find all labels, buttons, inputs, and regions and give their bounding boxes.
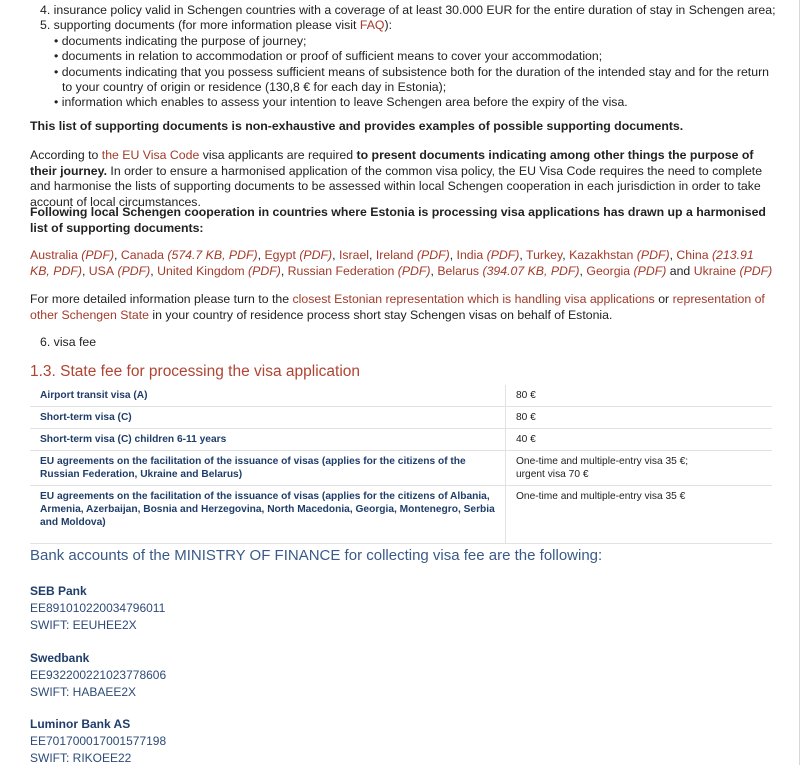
country-document-link[interactable]: United Kingdom	[157, 263, 245, 278]
sublist-item: • documents indicating the purpose of journey;	[54, 33, 307, 48]
fee-line: urgent visa 70 €	[516, 469, 589, 480]
sublist-item: • documents indicating that you possess sufficient means of subsistence both for the duration of the intended stay and for the return to your country of origin or residence (130,8 € for each day in Estonia);	[54, 64, 769, 95]
non-exhaustive-note: This list of supporting documents is non-exhaustive and provides examples of possible supporting documents.	[30, 119, 684, 133]
fee-line: One-time and multiple-entry visa 35 €;	[516, 456, 689, 467]
estonian-representation-link[interactable]: closest Estonian representation which is handling visa applications	[292, 292, 655, 306]
bank-name: Swedbank	[30, 651, 90, 665]
table-row	[30, 486, 772, 544]
country-document-link[interactable]: Georgia	[586, 263, 631, 278]
fee-table	[30, 385, 772, 544]
fee-cell: 40 €	[506, 429, 773, 451]
document-meta: (PDF)	[413, 248, 450, 262]
visa-type-cell: Short-term visa (C) children 6-11 years	[30, 429, 506, 451]
harmonised-list-heading: Following local Schengen cooperation in countries where Estonia is processing visa applications has drawn up a harmonised list of supporting documents:	[30, 205, 766, 235]
fee-section-heading: 1.3. State fee for processing the visa application	[30, 363, 361, 380]
faq-link[interactable]: FAQ	[359, 18, 385, 33]
visa-type-cell: Short-term visa (C)	[30, 407, 506, 429]
paragraph-text: For more detailed information please turn to the	[30, 292, 293, 306]
bank-swedbank	[30, 650, 166, 701]
country-document-link[interactable]: Turkey	[526, 248, 563, 262]
document-meta: (394.07 KB, PDF)	[479, 263, 580, 278]
visa-type-cell: EU agreements on the facilitation of the issuance of visas (applies for the citizens of Albania, Armenia, Azerbaijan, Bosnia and Herzegovina, North Macedonia, Georgia, Montenegro, Serbia and Moldova)	[30, 486, 506, 544]
country-document-link[interactable]: India	[456, 248, 484, 262]
country-document-link[interactable]: Ireland	[375, 248, 414, 262]
conjunction-text: and	[666, 263, 694, 278]
eu-visa-code-link[interactable]: the EU Visa Code	[101, 148, 200, 162]
country-document-link[interactable]: Belarus	[437, 263, 480, 278]
bank-swift: SWIFT: HABAEE2X	[30, 685, 137, 699]
bank-iban: EE701700017001577198	[30, 734, 167, 748]
list-item-supporting-documents	[40, 18, 780, 33]
more-info-paragraph	[30, 292, 775, 323]
paragraph-bold-text: to present documents indicating among other things the purpose of their journey.	[30, 148, 754, 178]
fee-cell: 80 €	[506, 385, 773, 407]
fee-cell: One-time and multiple-entry visa 35 €	[506, 486, 773, 544]
country-document-link[interactable]: Canada	[120, 248, 164, 262]
country-document-link[interactable]: Russian Federation	[287, 263, 395, 278]
table-row	[30, 407, 772, 429]
bank-iban: EE891010220034796011	[30, 601, 166, 615]
table-row	[30, 451, 772, 486]
country-document-link[interactable]: Israel	[338, 248, 370, 262]
country-document-link[interactable]: USA	[88, 263, 115, 278]
country-document-link[interactable]: Egypt	[264, 248, 296, 262]
document-meta: (213.91 KB, PDF)	[30, 248, 754, 278]
supporting-documents-sublist	[40, 34, 780, 111]
document-meta: (PDF)	[244, 263, 281, 278]
table-row	[30, 429, 772, 451]
bank-name: SEB Pank	[30, 584, 87, 598]
paragraph-text: or	[654, 292, 673, 306]
sublist-item: • documents in relation to accommodation or proof of sufficient means to cover your accommodation;	[54, 49, 603, 64]
bank-seb	[30, 583, 165, 634]
document-meta: (PDF)	[633, 248, 670, 262]
bank-iban: EE932200221023778606	[30, 668, 167, 682]
document-meta: (PDF)	[77, 248, 115, 262]
visa-code-paragraph	[30, 148, 775, 210]
fee-cell: 80 €	[506, 407, 773, 429]
sublist-item: • information which enables to assess your intention to leave Schengen area before the expiry of the visa.	[54, 95, 628, 110]
country-document-link[interactable]: Australia	[30, 248, 78, 262]
bank-swift: SWIFT: RIKOEE22	[30, 751, 132, 765]
document-meta: (PDF)	[114, 263, 151, 278]
table-row	[30, 385, 772, 407]
bank-swift: SWIFT: EEUHEE2X	[30, 618, 137, 632]
country-document-link[interactable]: China	[676, 248, 709, 262]
list-item-insurance: 4. insurance policy valid in Schengen countries with a coverage of at least 30.000 EUR for the entire duration of stay in Schengen area;	[40, 3, 776, 17]
list-item-text: ):	[384, 18, 392, 33]
list-item-text: 5. supporting documents (for more information please visit	[40, 18, 360, 33]
visa-type-cell: Airport transit visa (A)	[30, 385, 506, 407]
document-meta: (PDF)	[483, 248, 520, 262]
fee-cell	[506, 451, 773, 486]
document-meta: (PDF)	[630, 263, 667, 278]
bank-accounts-heading: Bank accounts of the MINISTRY OF FINANCE for collecting visa fee are the following:	[30, 547, 603, 564]
document-meta: (PDF)	[736, 263, 773, 278]
paragraph-text: According to	[30, 148, 102, 162]
bank-luminor	[30, 716, 166, 767]
document-meta: (574.7 KB, PDF)	[163, 248, 258, 262]
requirements-list	[40, 3, 780, 111]
other-schengen-state-link[interactable]: representation of other Schengen State	[30, 292, 765, 322]
paragraph-text: in your country of residence process short stay Schengen visas on behalf of Estonia.	[148, 307, 613, 322]
visa-type-cell: EU agreements on the facilitation of the issuance of visas (applies for the citizens of the Russian Federation, Ukraine and Belarus)	[30, 451, 506, 486]
country-document-link[interactable]: Ukraine	[693, 263, 737, 278]
list-item-visa-fee: 6. visa fee	[40, 335, 97, 349]
document-meta: (PDF)	[394, 263, 431, 278]
paragraph-text: visa applicants are required	[199, 148, 357, 162]
country-links: Australia (PDF), Canada (574.7 KB, PDF), Egypt (PDF), Israel, Ireland (PDF), India (PDF), Turkey, Kazakhstan (PDF), China (213.91 KB, PDF), USA (PDF), United Kingdom (PDF), Russian Federation (PDF), Belarus (394.07 KB, PDF), Georgia (PDF) and Ukraine (PDF)	[30, 248, 773, 278]
bank-name: Luminor Bank AS	[30, 717, 131, 731]
country-document-link[interactable]: Kazakhstan	[569, 248, 634, 262]
paragraph-text: In order to ensure a harmonised application of the common visa policy, the EU Visa Code requires the need to complete and harmonise the lists of supporting documents to be assessed within local Schengen cooperation in each jurisdiction in order to take account of local circumstances.	[30, 163, 763, 209]
document-meta: (PDF)	[295, 248, 333, 262]
